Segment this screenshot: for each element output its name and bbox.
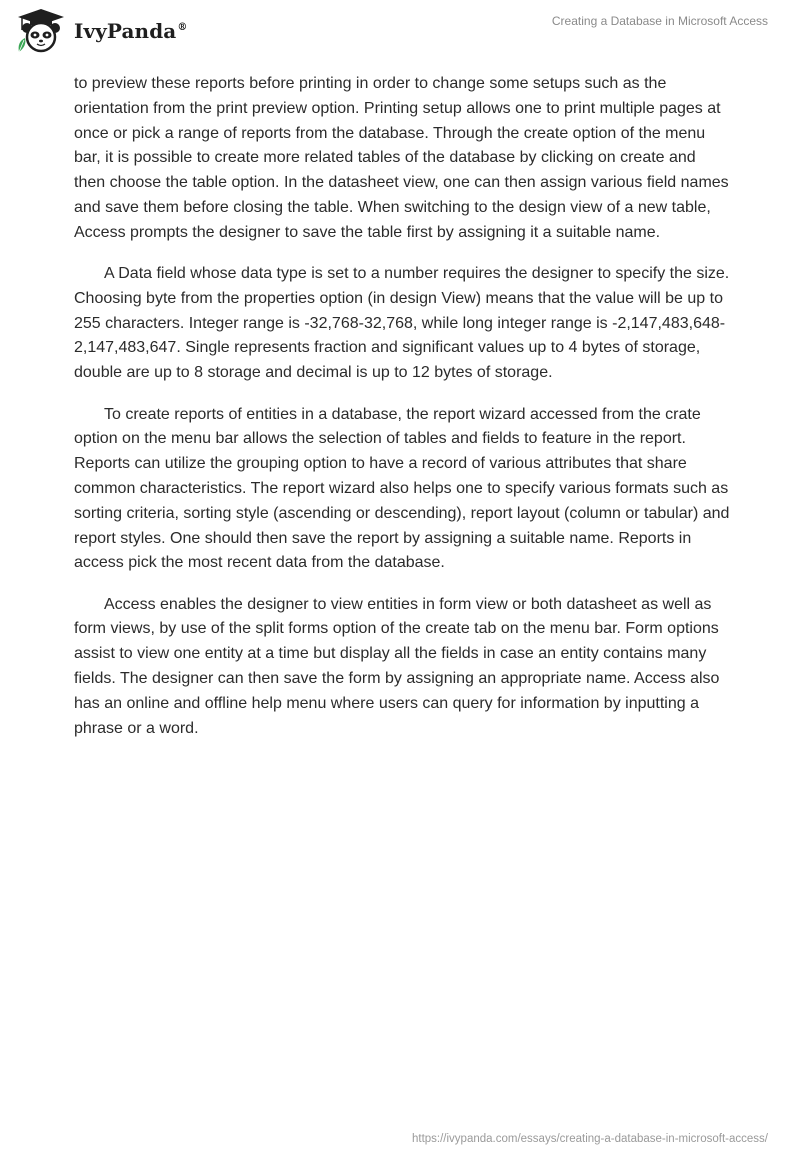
essay-body xyxy=(74,72,730,758)
source-url[interactable]: https://ivypanda.com/essays/creating-a-database-in-microsoft-access/ xyxy=(411,1133,768,1145)
brand-name-text: IvyPanda xyxy=(74,19,177,43)
brand-name xyxy=(74,19,187,43)
essay-paragraph: Access enables the designer to view entities in form view or both datasheet as well as form views, by use of the split forms option of the create tab on the menu bar. Form options assist to view one entity at a time but display all the fields in case an entity contains many fields. The designer can then save the form by assigning an appropriate name. Access also has an online and offline help menu where users can query for information by inputting a phrase or a word. xyxy=(74,595,720,737)
essay-paragraph: To create reports of entities in a database, the report wizard accessed from the crate option on the menu bar allows the selection of tables and fields to feature in the report. Reports can utilize the grouping option to have a record of various attributes that share common characteristics. The report wizard also helps one to specify various formats such as sorting criteria, sorting style (ascending or descending), report layout (column or tabular) and report styles. One should then save the report by assigning a suitable name. Reports in access pick the most recent data from the database. xyxy=(74,405,730,572)
essay-paragraph: A Data field whose data type is set to a number requires the designer to specify the size. Choosing byte from the properties option (in design View) means that the value will be up to 255 characters. Integer range is -32,768-32,768, while long integer range is -2,147,483,648-2,147,483,647. Single represents fraction and significant values up to 4 bytes of storage, double are up to 8 storage and decimal is up to 12 bytes of storage. xyxy=(74,265,730,382)
page-header xyxy=(0,0,800,64)
registered-mark: ® xyxy=(177,22,188,34)
essay-paragraph: to preview these reports before printing in order to change some setups such as the orientation from the print preview option. Printing setup allows one to print multiple pages at once or pick a range of reports from the database. Through the create option of the menu bar, it is possible to create more related tables of the database by clicking on create and then choose the table option. In the datasheet view, one can then assign various field names and save them before closing the table. When switching to the design view of a new table, Access prompts the designer to save the table first by assigning it a suitable name. xyxy=(74,75,729,241)
panda-graduate-icon xyxy=(14,8,68,54)
ivypanda-logo[interactable] xyxy=(14,8,187,54)
document-title: Creating a Database in Microsoft Access xyxy=(551,14,768,28)
